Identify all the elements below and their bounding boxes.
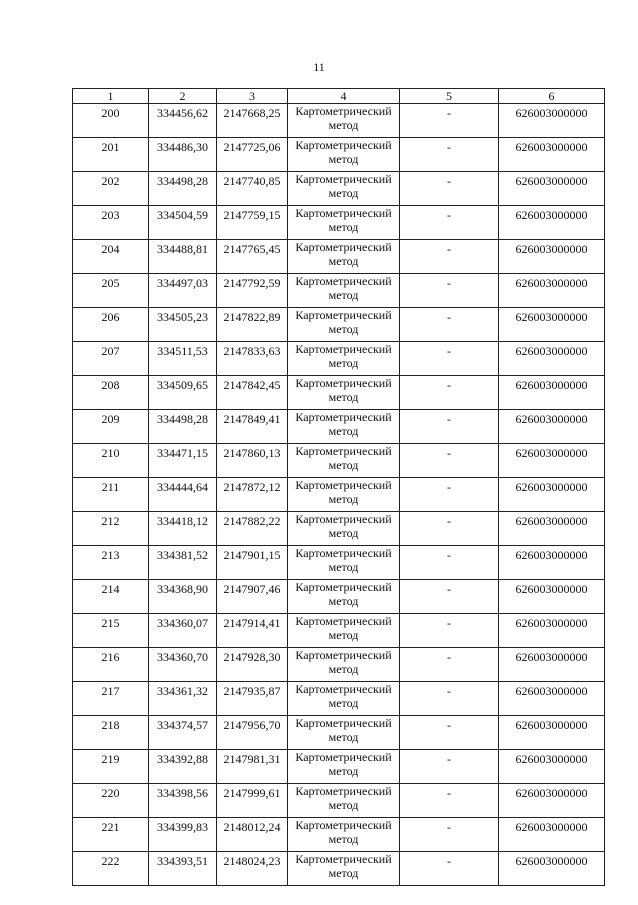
method-line-2: метод [328,696,359,710]
method-line-2: метод [328,866,359,880]
cell-x-coordinate: 334399,83 [149,818,217,852]
cell-method [288,308,400,342]
cell-column-5: - [400,716,499,750]
method-line-2: метод [328,356,359,370]
cell-method [288,648,400,682]
method-line-2: метод [328,220,359,234]
cell-y-coordinate: 2147668,25 [217,104,288,138]
cell-x-coordinate: 334504,59 [149,206,217,240]
method-line-1: Картометрический [295,818,392,832]
cell-point-number: 201 [73,138,149,172]
cell-x-coordinate: 334486,30 [149,138,217,172]
cell-code: 626003000000 [499,682,605,716]
method-line-2: метод [328,288,359,302]
header-col-2: 2 [149,89,217,104]
cell-point-number: 215 [73,614,149,648]
method-line-1: Картометрический [295,342,392,356]
cell-column-5: - [400,614,499,648]
cell-code: 626003000000 [499,750,605,784]
table-row [73,852,605,886]
cell-column-5: - [400,750,499,784]
cell-code: 626003000000 [499,478,605,512]
cell-x-coordinate: 334361,32 [149,682,217,716]
cell-code: 626003000000 [499,648,605,682]
cell-column-5: - [400,818,499,852]
cell-point-number: 219 [73,750,149,784]
cell-code: 626003000000 [499,716,605,750]
table-row [73,240,605,274]
cell-point-number: 209 [73,410,149,444]
cell-x-coordinate: 334393,51 [149,852,217,886]
cell-x-coordinate: 334381,52 [149,546,217,580]
method-line-2: метод [328,390,359,404]
cell-column-5: - [400,852,499,886]
table-row [73,342,605,376]
table-row [73,512,605,546]
cell-method [288,784,400,818]
cell-method [288,818,400,852]
cell-y-coordinate: 2148024,23 [217,852,288,886]
cell-method [288,240,400,274]
cell-y-coordinate: 2147981,31 [217,750,288,784]
table-row [73,376,605,410]
method-line-1: Картометрический [295,614,392,628]
header-col-3: 3 [217,89,288,104]
cell-column-5: - [400,648,499,682]
cell-y-coordinate: 2147842,45 [217,376,288,410]
table-row [73,308,605,342]
table-row [73,444,605,478]
header-col-4: 4 [288,89,400,104]
cell-method [288,614,400,648]
cell-method [288,852,400,886]
cell-x-coordinate: 334505,23 [149,308,217,342]
cell-method [288,512,400,546]
cell-y-coordinate: 2147907,46 [217,580,288,614]
cell-x-coordinate: 334488,81 [149,240,217,274]
cell-y-coordinate: 2147725,06 [217,138,288,172]
cell-y-coordinate: 2147999,61 [217,784,288,818]
cell-x-coordinate: 334498,28 [149,410,217,444]
cell-code: 626003000000 [499,240,605,274]
cell-point-number: 203 [73,206,149,240]
table-row [73,580,605,614]
table-row [73,104,605,138]
cell-code: 626003000000 [499,342,605,376]
cell-point-number: 211 [73,478,149,512]
method-line-1: Картометрический [295,274,392,288]
cell-y-coordinate: 2147882,22 [217,512,288,546]
cell-method [288,342,400,376]
cell-y-coordinate: 2147765,45 [217,240,288,274]
cell-code: 626003000000 [499,852,605,886]
table-row [73,682,605,716]
header-col-6: 6 [499,89,605,104]
table-row [73,818,605,852]
cell-method [288,274,400,308]
method-line-1: Картометрический [295,138,392,152]
method-line-1: Картометрический [295,716,392,730]
cell-column-5: - [400,784,499,818]
method-line-2: метод [328,186,359,200]
table-header-row [73,89,605,104]
cell-method [288,138,400,172]
method-line-2: метод [328,628,359,642]
cell-y-coordinate: 2147956,70 [217,716,288,750]
cell-column-5: - [400,138,499,172]
method-line-2: метод [328,492,359,506]
cell-column-5: - [400,376,499,410]
cell-x-coordinate: 334418,12 [149,512,217,546]
cell-code: 626003000000 [499,104,605,138]
cell-point-number: 204 [73,240,149,274]
cell-column-5: - [400,512,499,546]
cell-x-coordinate: 334398,56 [149,784,217,818]
coordinates-table [72,88,605,886]
cell-method [288,546,400,580]
table-row [73,478,605,512]
cell-point-number: 214 [73,580,149,614]
table-row [73,750,605,784]
table-row [73,784,605,818]
cell-column-5: - [400,308,499,342]
cell-y-coordinate: 2147901,15 [217,546,288,580]
table-row [73,410,605,444]
method-line-1: Картометрический [295,512,392,526]
cell-y-coordinate: 2147935,87 [217,682,288,716]
method-line-1: Картометрический [295,750,392,764]
table-row [73,648,605,682]
cell-x-coordinate: 334360,07 [149,614,217,648]
table-row [73,172,605,206]
cell-x-coordinate: 334511,53 [149,342,217,376]
cell-column-5: - [400,342,499,376]
cell-column-5: - [400,274,499,308]
page-number: 11 [313,60,325,74]
method-line-2: метод [328,458,359,472]
method-line-2: метод [328,254,359,268]
method-line-1: Картометрический [295,682,392,696]
table-row [73,546,605,580]
cell-point-number: 216 [73,648,149,682]
method-line-2: метод [328,322,359,336]
method-line-1: Картометрический [295,240,392,254]
cell-code: 626003000000 [499,138,605,172]
table-row [73,206,605,240]
method-line-2: метод [328,662,359,676]
method-line-2: метод [328,526,359,540]
method-line-2: метод [328,424,359,438]
cell-method [288,580,400,614]
cell-y-coordinate: 2147849,41 [217,410,288,444]
cell-method [288,716,400,750]
method-line-1: Картометрический [295,648,392,662]
cell-x-coordinate: 334498,28 [149,172,217,206]
cell-y-coordinate: 2147822,89 [217,308,288,342]
cell-code: 626003000000 [499,546,605,580]
cell-code: 626003000000 [499,376,605,410]
method-line-1: Картометрический [295,206,392,220]
cell-method [288,172,400,206]
cell-code: 626003000000 [499,784,605,818]
cell-y-coordinate: 2147740,85 [217,172,288,206]
cell-column-5: - [400,410,499,444]
cell-x-coordinate: 334360,70 [149,648,217,682]
table-row [73,138,605,172]
cell-x-coordinate: 334374,57 [149,716,217,750]
cell-column-5: - [400,580,499,614]
cell-method [288,410,400,444]
cell-point-number: 222 [73,852,149,886]
cell-code: 626003000000 [499,444,605,478]
method-line-1: Картометрический [295,410,392,424]
method-line-1: Картометрический [295,478,392,492]
cell-code: 626003000000 [499,172,605,206]
cell-y-coordinate: 2147860,13 [217,444,288,478]
cell-column-5: - [400,444,499,478]
cell-y-coordinate: 2147759,15 [217,206,288,240]
cell-y-coordinate: 2147833,63 [217,342,288,376]
cell-x-coordinate: 334444,64 [149,478,217,512]
method-line-2: метод [328,798,359,812]
method-line-1: Картометрический [295,104,392,118]
cell-point-number: 210 [73,444,149,478]
cell-method [288,206,400,240]
cell-point-number: 218 [73,716,149,750]
cell-y-coordinate: 2147914,41 [217,614,288,648]
table-row [73,614,605,648]
cell-method [288,750,400,784]
cell-code: 626003000000 [499,580,605,614]
method-line-1: Картометрический [295,172,392,186]
cell-code: 626003000000 [499,818,605,852]
cell-point-number: 212 [73,512,149,546]
method-line-2: метод [328,594,359,608]
cell-point-number: 217 [73,682,149,716]
cell-point-number: 200 [73,104,149,138]
method-line-1: Картометрический [295,784,392,798]
method-line-1: Картометрический [295,444,392,458]
cell-point-number: 221 [73,818,149,852]
cell-code: 626003000000 [499,614,605,648]
table-row [73,274,605,308]
cell-point-number: 206 [73,308,149,342]
cell-code: 626003000000 [499,206,605,240]
cell-point-number: 202 [73,172,149,206]
method-line-2: метод [328,764,359,778]
cell-y-coordinate: 2148012,24 [217,818,288,852]
cell-y-coordinate: 2147792,59 [217,274,288,308]
cell-method [288,682,400,716]
cell-code: 626003000000 [499,308,605,342]
cell-point-number: 213 [73,546,149,580]
cell-point-number: 220 [73,784,149,818]
method-line-1: Картометрический [295,580,392,594]
cell-point-number: 208 [73,376,149,410]
cell-column-5: - [400,172,499,206]
header-col-5: 5 [400,89,499,104]
cell-column-5: - [400,240,499,274]
table-body [73,104,605,886]
cell-x-coordinate: 334456,62 [149,104,217,138]
cell-y-coordinate: 2147928,30 [217,648,288,682]
cell-code: 626003000000 [499,410,605,444]
cell-point-number: 207 [73,342,149,376]
cell-y-coordinate: 2147872,12 [217,478,288,512]
cell-code: 626003000000 [499,512,605,546]
cell-method [288,444,400,478]
method-line-1: Картометрический [295,852,392,866]
cell-column-5: - [400,478,499,512]
header-col-1: 1 [73,89,149,104]
cell-method [288,478,400,512]
method-line-1: Картометрический [295,546,392,560]
cell-method [288,104,400,138]
cell-column-5: - [400,546,499,580]
method-line-2: метод [328,152,359,166]
cell-x-coordinate: 334509,65 [149,376,217,410]
method-line-1: Картометрический [295,376,392,390]
cell-method [288,376,400,410]
method-line-2: метод [328,730,359,744]
cell-x-coordinate: 334392,88 [149,750,217,784]
method-line-1: Картометрический [295,308,392,322]
cell-column-5: - [400,682,499,716]
cell-code: 626003000000 [499,274,605,308]
cell-point-number: 205 [73,274,149,308]
method-line-2: метод [328,832,359,846]
method-line-2: метод [328,118,359,132]
cell-column-5: - [400,206,499,240]
cell-x-coordinate: 334471,15 [149,444,217,478]
cell-column-5: - [400,104,499,138]
table-row [73,716,605,750]
cell-x-coordinate: 334368,90 [149,580,217,614]
method-line-2: метод [328,560,359,574]
cell-x-coordinate: 334497,03 [149,274,217,308]
